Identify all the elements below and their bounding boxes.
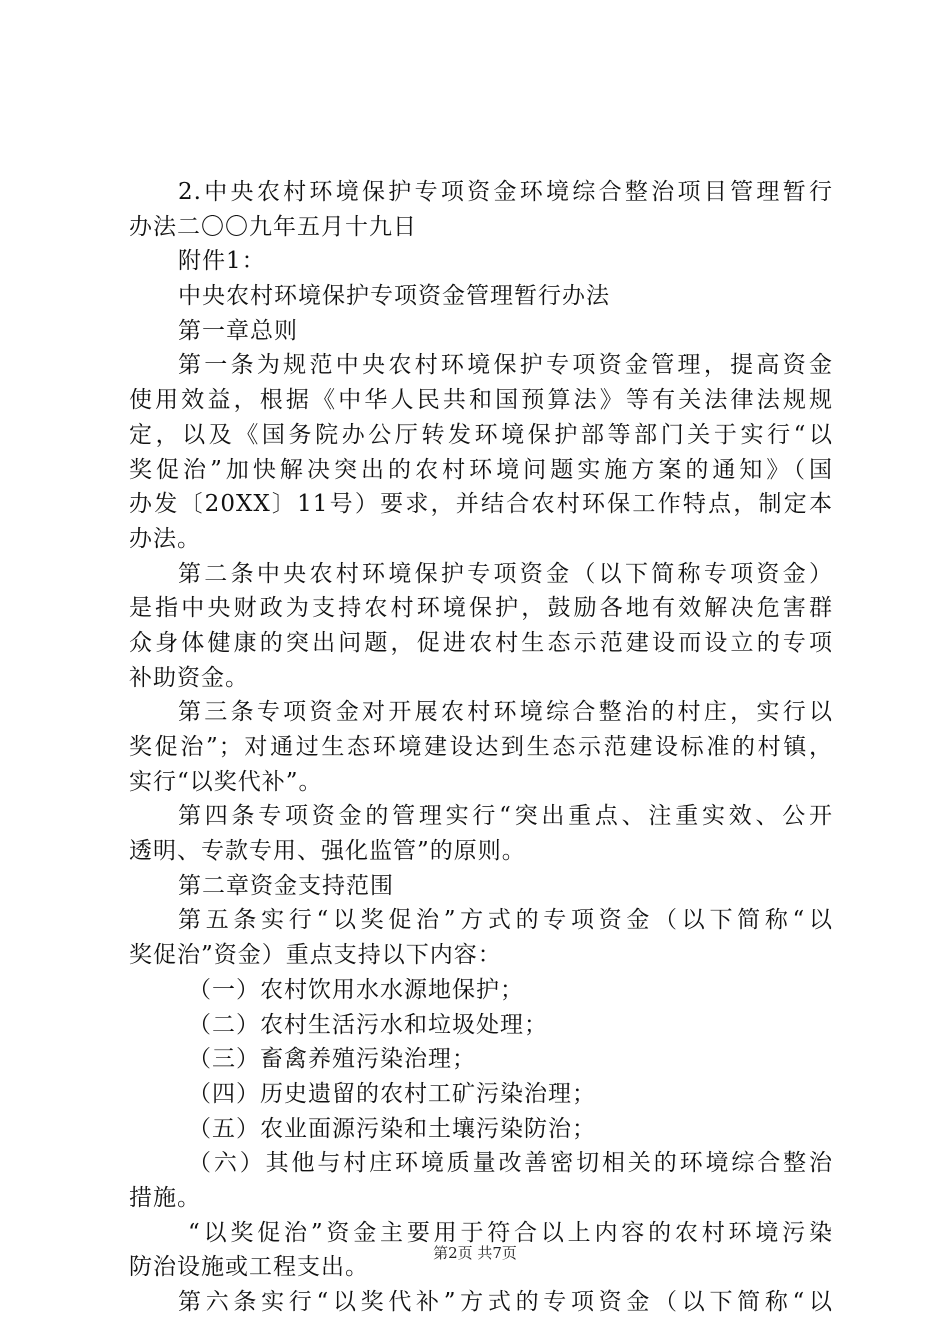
list-item-3: （三）畜禽养殖污染治理； <box>188 1046 476 1073</box>
list-item-5: （五）农业面源污染和土壤污染防治； <box>188 1115 596 1142</box>
text-line-30: 措施。 <box>129 1184 201 1211</box>
chapter-heading-1: 第一章总则 <box>178 317 298 344</box>
text-line-16: 第三条专项资金对开展农村环境综合整治的村庄，实行以 <box>178 699 833 726</box>
attachment-label: 附件1： <box>178 248 266 275</box>
text-line-1: 2.中央农村环境保护专项资金环境综合整治项目管理暂行 <box>178 179 833 205</box>
text-line-9: 奖促治”加快解决突出的农村环境问题实施方案的通知》（国 <box>129 456 833 483</box>
text-line-2: 办法二〇〇九年五月十九日 <box>129 213 417 240</box>
text-line-18: 实行“以奖代补”。 <box>129 768 323 795</box>
text-line-33: 第六条实行“以奖代补”方式的专项资金（以下简称“以 <box>178 1289 833 1315</box>
chapter-heading-2: 第二章资金支持范围 <box>178 872 394 899</box>
text-line-19: 第四条专项资金的管理实行“突出重点、注重实效、公开 <box>178 803 833 830</box>
text-line-10: 办发〔20XX〕11号）要求，并结合农村环保工作特点，制定本 <box>129 491 833 518</box>
text-line-11: 办法。 <box>129 525 201 552</box>
text-line-8: 定，以及《国务院办公厅转发环境保护部等部门关于实行“以 <box>129 421 833 448</box>
document-body <box>129 175 833 1320</box>
list-item-2: （二）农村生活污水和垃圾处理； <box>188 1011 548 1038</box>
text-line-22: 第五条实行“以奖促治”方式的专项资金（以下简称“以 <box>178 907 833 934</box>
text-line-12: 第二条中央农村环境保护专项资金（以下简称专项资金） <box>178 560 833 587</box>
text-line-31: “以奖促治”资金主要用于符合以上内容的农村环境污染 <box>188 1219 833 1246</box>
text-line-20: 透明、专款专用、强化监管”的原则。 <box>129 838 526 865</box>
document-title: 中央农村环境保护专项资金管理暂行办法 <box>178 283 610 310</box>
text-line-13: 是指中央财政为支持农村环境保护，鼓励各地有效解决危害群 <box>129 595 833 622</box>
text-line-32: 防治设施或工程支出。 <box>129 1254 369 1281</box>
text-line-6: 第一条为规范中央农村环境保护专项资金管理，提高资金 <box>178 352 833 379</box>
list-item-6: （六）其他与村庄环境质量改善密切相关的环境综合整治 <box>188 1150 833 1177</box>
text-line-17: 奖促治”；对通过生态环境建设达到生态示范建设标准的村镇， <box>129 734 833 760</box>
page-footer: 第2页 共7页 <box>433 1244 517 1262</box>
text-line-7: 使用效益，根据《中华人民共和国预算法》等有关法律法规规 <box>129 387 833 414</box>
text-line-15: 补助资金。 <box>129 664 249 691</box>
list-item-1: （一）农村饮用水水源地保护； <box>188 976 524 1003</box>
list-item-4: （四）历史遗留的农村工矿污染治理； <box>188 1080 596 1107</box>
text-line-14: 众身体健康的突出问题，促进农村生态示范建设而设立的专项 <box>129 629 833 656</box>
text-line-23: 奖促治”资金）重点支持以下内容： <box>129 942 502 969</box>
